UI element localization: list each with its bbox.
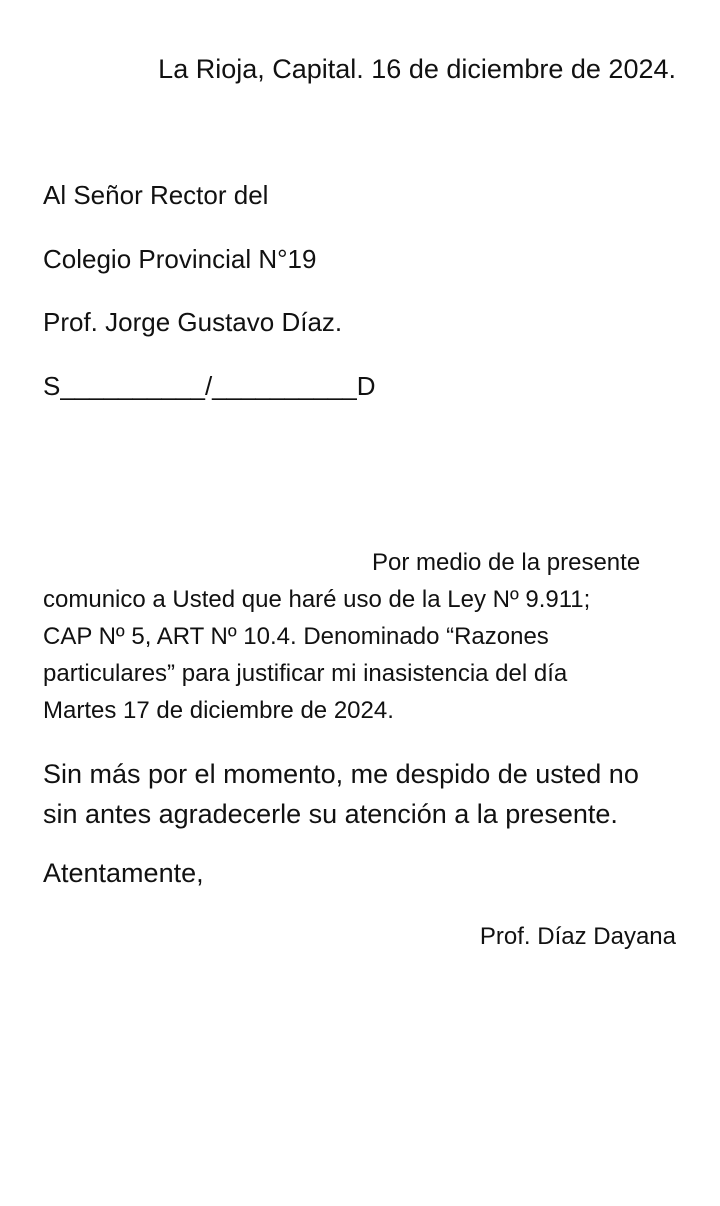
body-paragraph-2 — [43, 754, 683, 834]
paragraph-line: Por medio de la presente — [372, 549, 641, 576]
closing-text: Atentamente, — [43, 858, 204, 888]
paragraph-line: particulares” para justificar mi inasistencia del día — [43, 660, 568, 687]
body-paragraph-1 — [43, 544, 683, 729]
paragraph-line: sin antes agradecerle su atención a la presente. — [43, 799, 618, 829]
salutation-sd: S__________/__________D — [43, 371, 376, 401]
signature-name: Prof. Díaz Dayana — [479, 923, 676, 950]
recipient-line-2: Colegio Provincial N°19 — [43, 244, 317, 274]
place-date: La Rioja, Capital. 16 de diciembre de 2024. — [158, 54, 676, 84]
paragraph-line: Sin más por el momento, me despido de usted no — [43, 759, 639, 789]
paragraph-line: CAP Nº 5, ART Nº 10.4. Denominado “Razones — [43, 623, 549, 650]
paragraph-line: Martes 17 de diciembre de 2024. — [43, 697, 394, 724]
recipient-line-3: Prof. Jorge Gustavo Díaz. — [43, 307, 343, 337]
paragraph-line: comunico a Usted que haré uso de la Ley Nº 9.911; — [43, 586, 591, 613]
recipient-line-1: Al Señor Rector del — [43, 180, 269, 210]
